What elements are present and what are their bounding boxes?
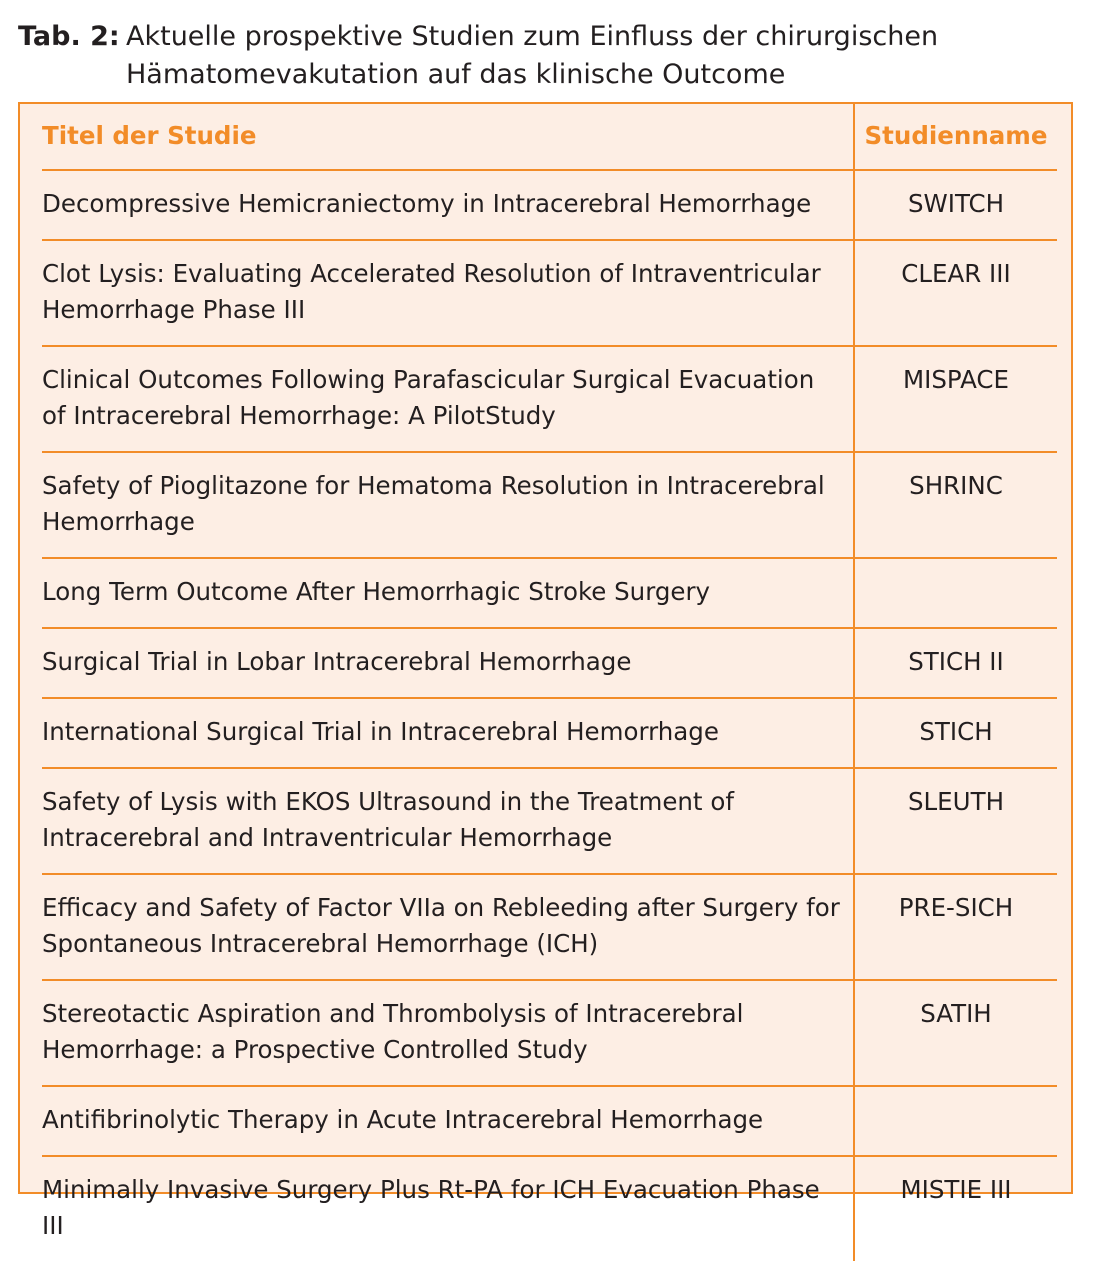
table-row (42, 346, 1057, 452)
caption-label: Tab. 2: (18, 21, 120, 52)
caption-text-2: Hämatomevakutation auf das klinische Outcome (126, 59, 786, 90)
study-title: Safety of Lysis with EKOS Ultrasound in the Treatment of Intracerebral and Intraventricular Hemorrhage (42, 768, 854, 874)
study-title: Surgical Trial in Lobar Intracerebral Hemorrhage (42, 628, 854, 698)
study-name: MISPACE (854, 346, 1057, 452)
study-title: Stereotactic Aspiration and Thrombolysis of Intracerebral Hemorrhage: a Prospective Controlled Study (42, 980, 854, 1086)
table-row (42, 1156, 1057, 1261)
table-header-row (42, 104, 1057, 170)
table-body (42, 170, 1057, 1261)
study-name: STICH (854, 698, 1057, 768)
caption-line-1 (18, 18, 1078, 56)
header-title: Titel der Studie (42, 104, 854, 170)
study-name: SWITCH (854, 170, 1057, 240)
study-title: Minimally Invasive Surgery Plus Rt-PA for ICH Evacuation Phase III (42, 1175, 820, 1240)
study-name: PRE-SICH (854, 874, 1057, 980)
study-name: STICH II (854, 628, 1057, 698)
caption-text-1: Aktuelle prospektive Studien zum Einfluss der chirurgischen (126, 21, 939, 52)
study-title: Efficacy and Safety of Factor VIIa on Rebleeding after Surgery for Spontaneous Intracerebral Hemorrhage (ICH) (42, 874, 854, 980)
table-row (42, 768, 1057, 874)
studies-table (42, 104, 1057, 1261)
study-title: Safety of Pioglitazone for Hematoma Resolution in Intracerebral Hemorrhage (42, 452, 854, 558)
study-title: Clot Lysis: Evaluating Accelerated Resolution of Intraventricular Hemorrhage Phase III (42, 240, 854, 346)
study-name: SHRINC (854, 452, 1057, 558)
study-name (854, 558, 1057, 628)
table-row (42, 452, 1057, 558)
study-name: MISTIE III (854, 1156, 1057, 1261)
study-name (854, 1086, 1057, 1156)
study-title: Clinical Outcomes Following Parafascicular Surgical Evacuation of Intracerebral Hemorrhage: A PilotStudy (42, 346, 854, 452)
studies-table-box (18, 102, 1073, 1240)
table-row (42, 558, 1057, 628)
table-caption (18, 18, 1078, 94)
table-row (42, 1086, 1057, 1156)
study-title: International Surgical Trial in Intracerebral Hemorrhage (42, 698, 854, 768)
table-row (42, 980, 1057, 1086)
header-name: Studienname (854, 104, 1057, 170)
study-title: Decompressive Hemicraniectomy in Intracerebral Hemorrhage (42, 170, 854, 240)
table-row (42, 874, 1057, 980)
study-title: Antifibrinolytic Therapy in Acute Intracerebral Hemorrhage (42, 1086, 854, 1156)
study-name: SLEUTH (854, 768, 1057, 874)
study-name: SATIH (854, 980, 1057, 1086)
table-row (42, 698, 1057, 768)
study-name: CLEAR III (854, 240, 1057, 346)
table-row (42, 628, 1057, 698)
table-row (42, 240, 1057, 346)
table-row (42, 170, 1057, 240)
study-title: Long Term Outcome After Hemorrhagic Stroke Surgery (42, 558, 854, 628)
